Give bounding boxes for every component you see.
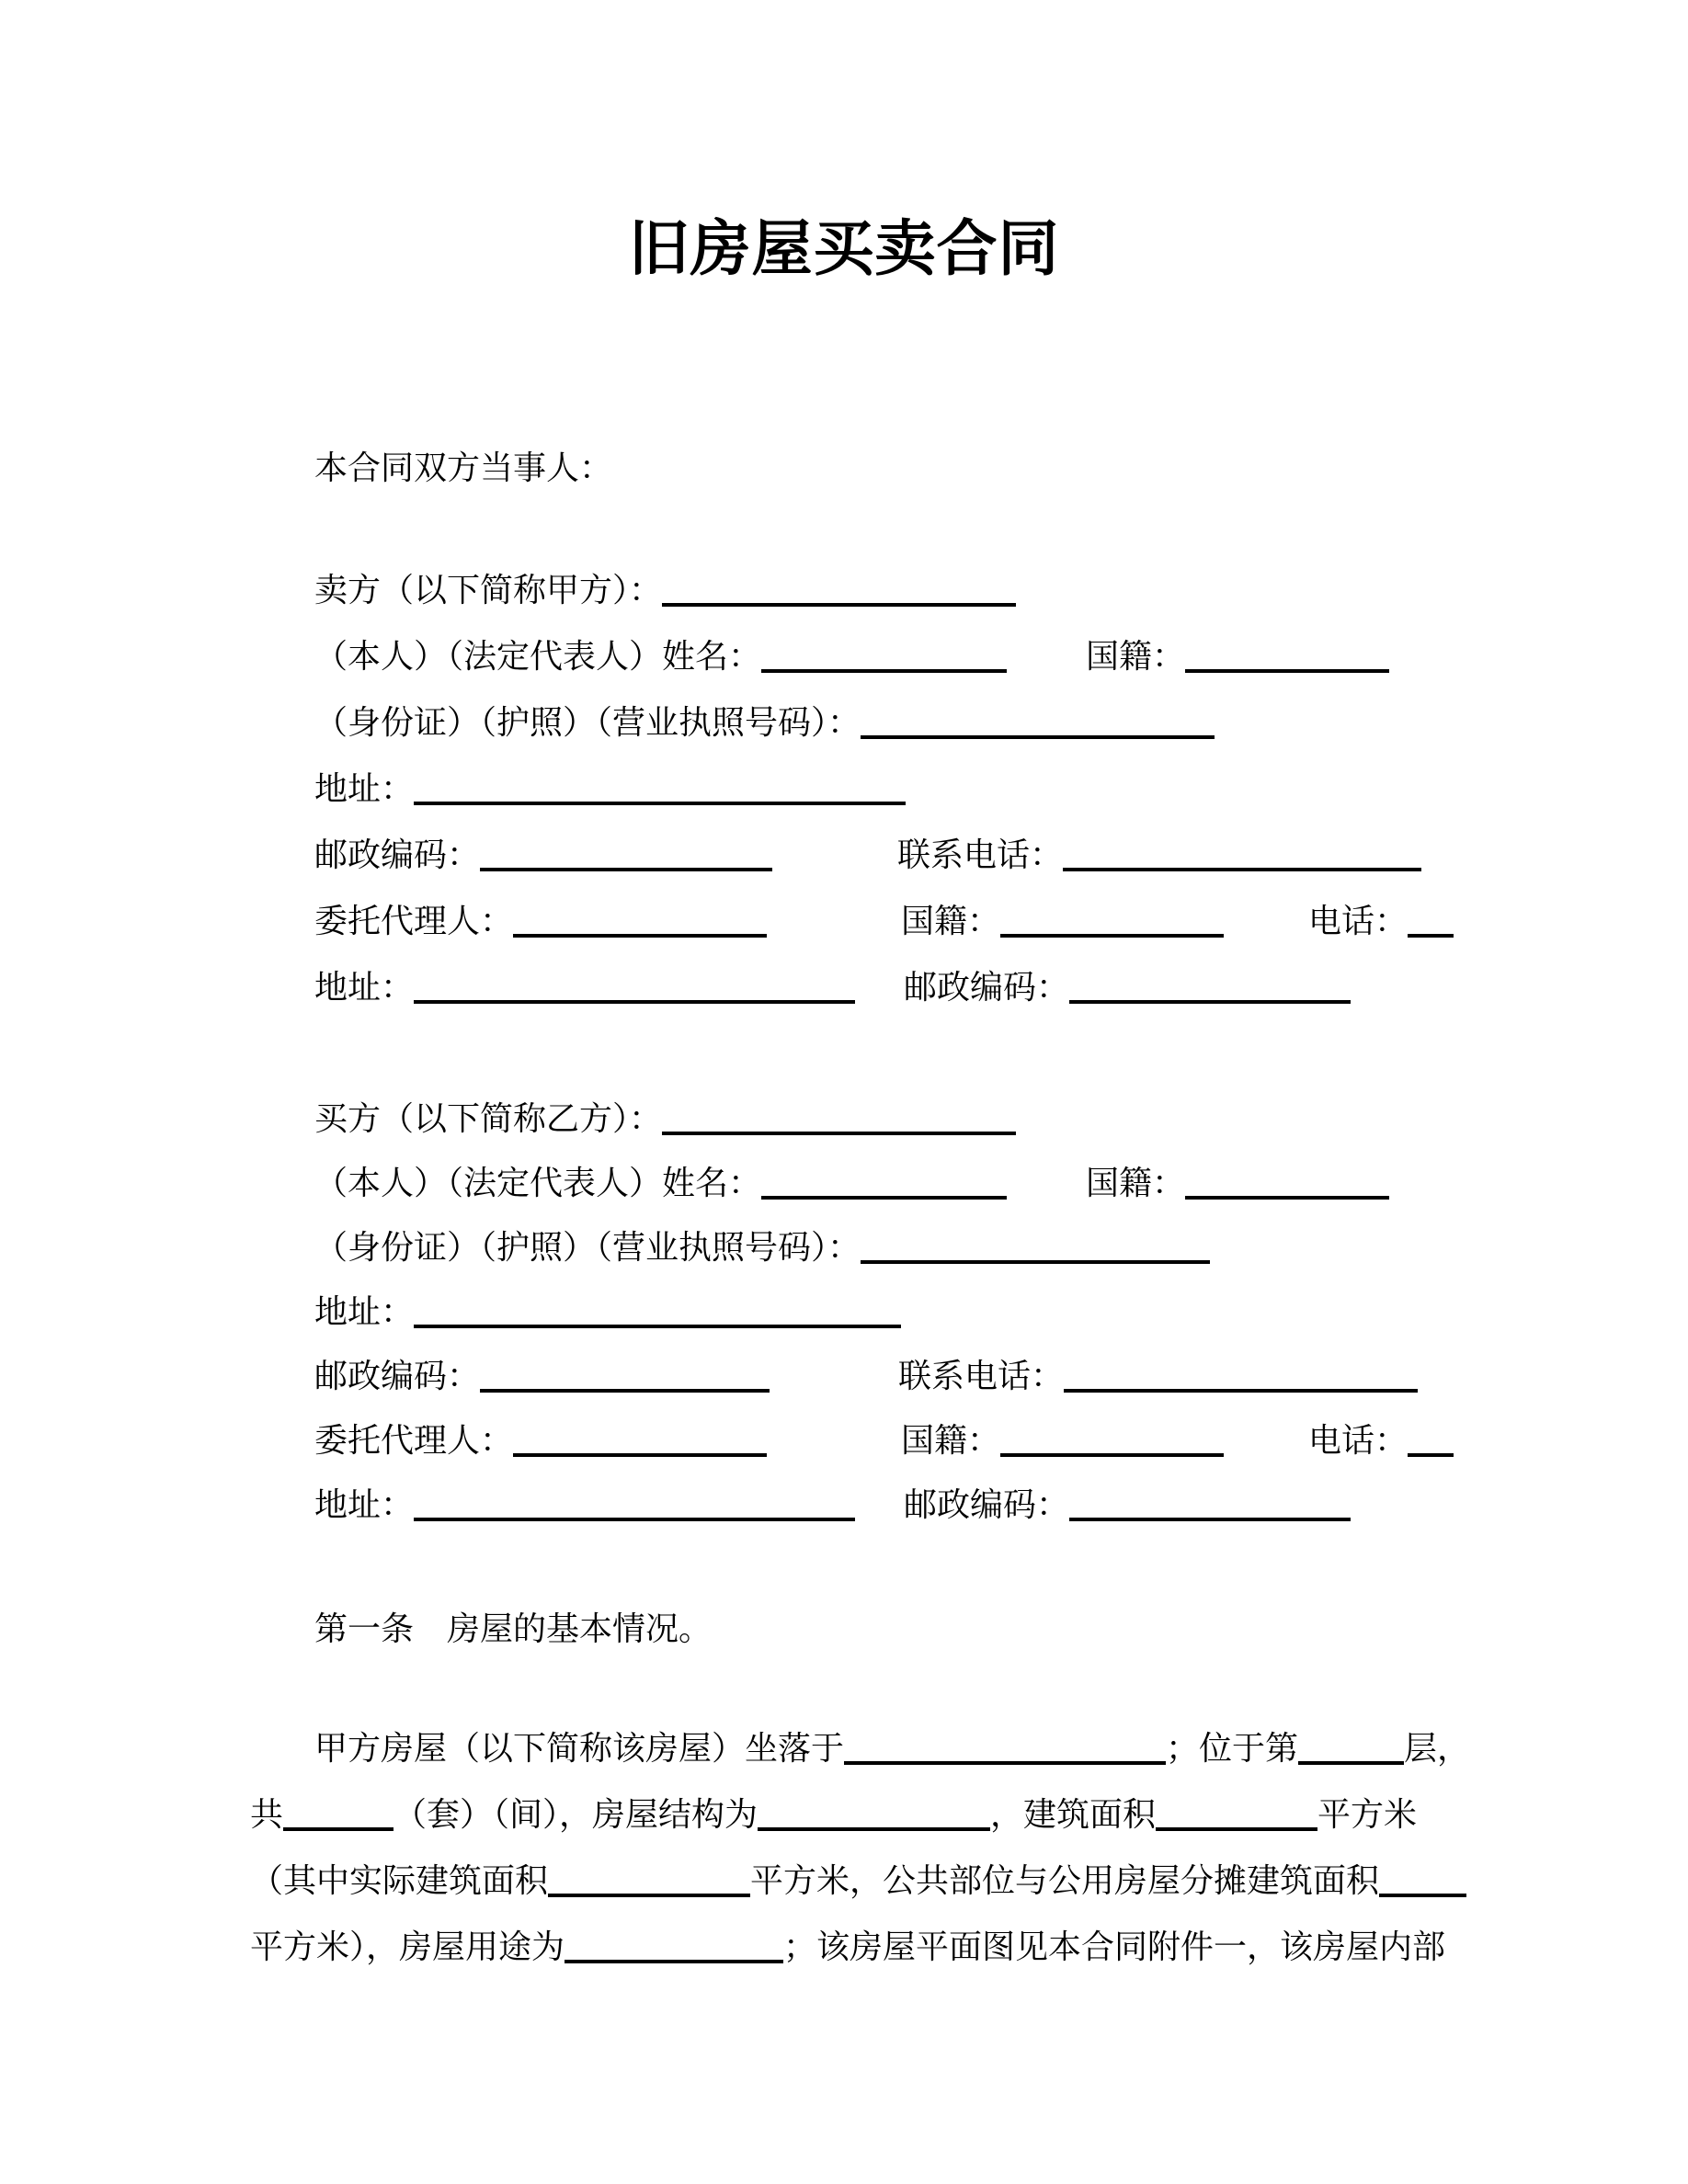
column-gap bbox=[855, 997, 904, 998]
field-label: 本合同双方当事人： bbox=[314, 449, 613, 486]
blank-field[interactable] bbox=[480, 1378, 770, 1393]
blank-field[interactable] bbox=[1408, 1442, 1454, 1457]
seller-line bbox=[250, 822, 1438, 888]
clause1-heading-line bbox=[250, 1596, 1438, 1662]
column-gap bbox=[767, 931, 901, 932]
blank-field[interactable] bbox=[1408, 923, 1454, 938]
blank-field[interactable] bbox=[1298, 1750, 1404, 1765]
field-label: （身份证）（护照）（营业执照号码）： bbox=[314, 704, 861, 741]
section-clause1-heading bbox=[250, 1596, 1438, 1662]
field-label: ；该房屋平面图见本合同附件一，该房屋内部 bbox=[783, 1928, 1446, 1965]
field-label: （身份证）（护照）（营业执照号码）： bbox=[314, 1229, 861, 1266]
blank-field[interactable] bbox=[662, 1120, 1016, 1135]
blank-field[interactable] bbox=[414, 791, 906, 805]
blank-field[interactable] bbox=[861, 1249, 1210, 1264]
field-label: 联系电话： bbox=[897, 836, 1064, 873]
blank-field[interactable] bbox=[513, 923, 767, 938]
field-label: 卖方（以下简称甲方）： bbox=[314, 572, 663, 609]
blank-field[interactable] bbox=[1000, 1442, 1224, 1457]
blank-field[interactable] bbox=[513, 1442, 767, 1457]
blank-field[interactable] bbox=[761, 658, 1007, 673]
blank-field[interactable] bbox=[480, 857, 772, 871]
blank-field[interactable] bbox=[1069, 1507, 1351, 1521]
field-label: 国籍： bbox=[1086, 1165, 1186, 1201]
blank-field[interactable] bbox=[565, 1949, 783, 1963]
clause1-body-line bbox=[250, 1781, 1438, 1848]
buyer-line bbox=[250, 1086, 1438, 1151]
buyer-line bbox=[250, 1344, 1438, 1408]
blank-field[interactable] bbox=[861, 724, 1215, 739]
field-label: 邮政编码： bbox=[904, 969, 1070, 1006]
field-label: 电话： bbox=[1308, 903, 1409, 939]
column-gap bbox=[1007, 666, 1086, 667]
field-label: 邮政编码： bbox=[314, 1358, 481, 1394]
blank-field[interactable] bbox=[1063, 857, 1421, 871]
field-label: 地址： bbox=[314, 969, 415, 1006]
section-clause1-body bbox=[250, 1715, 1471, 1980]
blank-field[interactable] bbox=[1185, 1185, 1389, 1200]
field-label: 甲方房屋（以下简称该房屋）坐落于 bbox=[314, 1730, 845, 1767]
field-label: 买方（以下简称乙方）： bbox=[314, 1100, 663, 1137]
contract-body bbox=[250, 435, 1471, 1980]
seller-line bbox=[250, 756, 1438, 822]
field-label: 电话： bbox=[1308, 1422, 1409, 1459]
field-label: 邮政编码： bbox=[314, 836, 481, 873]
field-label: 联系电话： bbox=[898, 1358, 1065, 1394]
field-label: 地址： bbox=[314, 1293, 415, 1330]
blank-field[interactable] bbox=[1064, 1378, 1418, 1393]
field-label: （其中实际建筑面积 bbox=[250, 1862, 549, 1899]
field-label: 委托代理人： bbox=[314, 903, 514, 939]
blank-field[interactable] bbox=[1379, 1883, 1466, 1897]
column-gap bbox=[1224, 931, 1308, 932]
column-gap bbox=[770, 1386, 898, 1387]
section-intro bbox=[250, 435, 1438, 501]
blank-field[interactable] bbox=[414, 1507, 855, 1521]
document-title: 旧房屋买卖合同 bbox=[628, 214, 1060, 282]
seller-line bbox=[250, 954, 1438, 1020]
blank-field[interactable] bbox=[1156, 1816, 1317, 1831]
field-label: （套）（间），房屋结构为 bbox=[393, 1796, 758, 1833]
buyer-line bbox=[250, 1151, 1438, 1215]
field-label: 地址： bbox=[314, 770, 415, 807]
field-label: 第一条 房屋的基本情况。 bbox=[314, 1610, 713, 1647]
field-label: ；位于第 bbox=[1166, 1730, 1299, 1767]
field-label: 国籍： bbox=[901, 1422, 1001, 1459]
blank-field[interactable] bbox=[548, 1883, 750, 1897]
blank-field[interactable] bbox=[414, 989, 855, 1004]
blank-field[interactable] bbox=[758, 1816, 990, 1831]
field-label: 平方米，公共部位与公用房屋分摊建筑面积 bbox=[750, 1862, 1380, 1899]
seller-line bbox=[250, 689, 1438, 756]
intro-line bbox=[250, 435, 1438, 501]
field-label: 层， bbox=[1404, 1730, 1471, 1767]
blank-field[interactable] bbox=[1185, 658, 1389, 673]
blank-field[interactable] bbox=[662, 592, 1016, 607]
buyer-line bbox=[250, 1280, 1438, 1344]
field-label: 邮政编码： bbox=[904, 1486, 1070, 1523]
blank-field[interactable] bbox=[1000, 923, 1224, 938]
field-label: 平方米），房屋用途为 bbox=[250, 1928, 565, 1965]
clause1-body-line bbox=[250, 1715, 1471, 1781]
buyer-line bbox=[250, 1473, 1438, 1537]
section-seller bbox=[250, 557, 1438, 1020]
section-buyer bbox=[250, 1086, 1438, 1537]
field-label: 地址： bbox=[314, 1486, 415, 1523]
field-label: 共 bbox=[250, 1796, 284, 1833]
column-gap bbox=[772, 865, 897, 866]
blank-field[interactable] bbox=[844, 1750, 1166, 1765]
seller-line bbox=[250, 623, 1438, 689]
field-label: （本人）（法定代表人）姓名： bbox=[314, 1165, 762, 1201]
field-label: 平方米 bbox=[1317, 1796, 1418, 1833]
field-label: （本人）（法定代表人）姓名： bbox=[314, 638, 762, 675]
column-gap bbox=[1224, 1450, 1308, 1451]
field-label: ，建筑面积 bbox=[990, 1796, 1157, 1833]
column-gap bbox=[855, 1515, 904, 1516]
blank-field[interactable] bbox=[283, 1816, 393, 1831]
field-label: 国籍： bbox=[901, 903, 1001, 939]
buyer-line bbox=[250, 1215, 1438, 1280]
blank-field[interactable] bbox=[414, 1314, 901, 1328]
seller-line bbox=[250, 888, 1438, 954]
seller-line bbox=[250, 557, 1438, 623]
column-gap bbox=[767, 1450, 901, 1451]
clause1-body-line bbox=[250, 1914, 1446, 1980]
clause1-body-line bbox=[250, 1848, 1438, 1914]
blank-field[interactable] bbox=[1069, 989, 1351, 1004]
column-gap bbox=[1007, 1193, 1086, 1194]
blank-field[interactable] bbox=[761, 1185, 1007, 1200]
field-label: 国籍： bbox=[1086, 638, 1186, 675]
field-label: 委托代理人： bbox=[314, 1422, 514, 1459]
buyer-line bbox=[250, 1408, 1438, 1473]
